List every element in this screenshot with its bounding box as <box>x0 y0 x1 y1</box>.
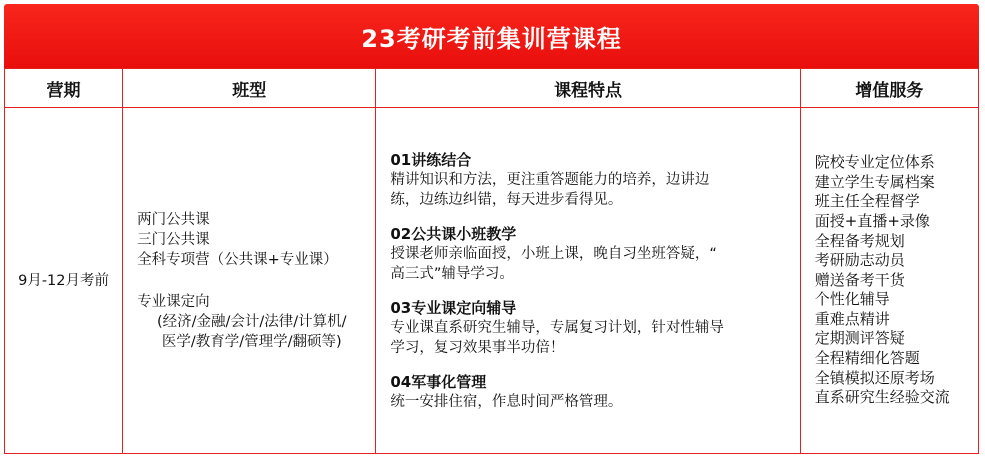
feature-desc-line: 学习，复习效果事半功倍！ <box>390 339 565 356</box>
title-banner <box>4 4 979 68</box>
service-item: 赠送备考干货 <box>814 270 905 289</box>
feature-block <box>390 224 791 284</box>
feature-desc-line: 专业课直系研究生辅导，专属复习计划，针对性辅导 <box>390 319 724 336</box>
service-item: 全镇模拟还原考场 <box>814 368 935 387</box>
service-item: 个性化辅导 <box>814 290 890 309</box>
feature-desc-line: 精讲知识和方法，更注重答题能力的培养，边讲边 <box>390 171 710 188</box>
course-row <box>5 108 979 454</box>
service-item: 考研励志动员 <box>814 251 905 270</box>
service-item: 全程精细化答题 <box>814 349 920 368</box>
feature-title: 02公共课小班教学 <box>390 224 517 243</box>
class-type-cell <box>123 108 376 454</box>
features-cell <box>376 108 800 454</box>
class-type-item: 两门公共课 <box>137 211 210 228</box>
service-item: 重难点精讲 <box>814 309 890 328</box>
feature-title: 03专业课定向辅导 <box>390 298 517 317</box>
header-class-type: 班型 <box>123 69 376 108</box>
feature-title: 01讲练结合 <box>390 150 472 169</box>
feature-block <box>390 150 791 210</box>
service-item: 全程备考规划 <box>814 231 905 250</box>
service-item: 直系研究生经验交流 <box>814 388 950 407</box>
feature-title: 04军事化管理 <box>390 372 487 391</box>
service-item: 院校专业定位体系 <box>814 153 935 172</box>
course-card <box>4 4 979 456</box>
header-services: 增值服务 <box>800 69 978 108</box>
feature-block <box>390 372 791 412</box>
header-features: 课程特点 <box>376 69 800 108</box>
period-cell <box>5 108 123 454</box>
service-item: 建立学生专属档案 <box>814 172 935 191</box>
direction-line: 医学/教育学/管理学/翻硕等) <box>161 333 342 350</box>
class-type-item: 全科专项营（公共课+专业课） <box>137 251 338 268</box>
feature-block <box>390 298 791 358</box>
feature-desc-line: 练，边练边纠错，每天进步看得见。 <box>390 191 623 208</box>
course-table <box>4 68 979 454</box>
page-title: 23考研考前集训营课程 <box>361 24 622 53</box>
period-text: 9月-12月考前 <box>18 272 110 289</box>
service-item: 班主任全程督学 <box>814 192 920 211</box>
services-cell <box>800 108 978 454</box>
direction-title: 专业课定向 <box>137 293 210 310</box>
header-period: 营期 <box>5 69 123 108</box>
feature-desc-line: 统一安排住宿，作息时间严格管理。 <box>390 393 623 410</box>
feature-desc-line: 授课老师亲临面授，小班上课，晚自习坐班答疑，“ <box>390 245 717 262</box>
class-type-item: 三门公共课 <box>137 231 210 248</box>
service-item: 面授+直播+录像 <box>814 211 930 230</box>
service-item: 定期测评答疑 <box>814 329 905 348</box>
direction-line: (经济/金融/会计/法律/计算机/ <box>156 313 347 330</box>
header-row <box>5 69 979 108</box>
feature-desc-line: 高三式”辅导学习。 <box>390 265 514 282</box>
